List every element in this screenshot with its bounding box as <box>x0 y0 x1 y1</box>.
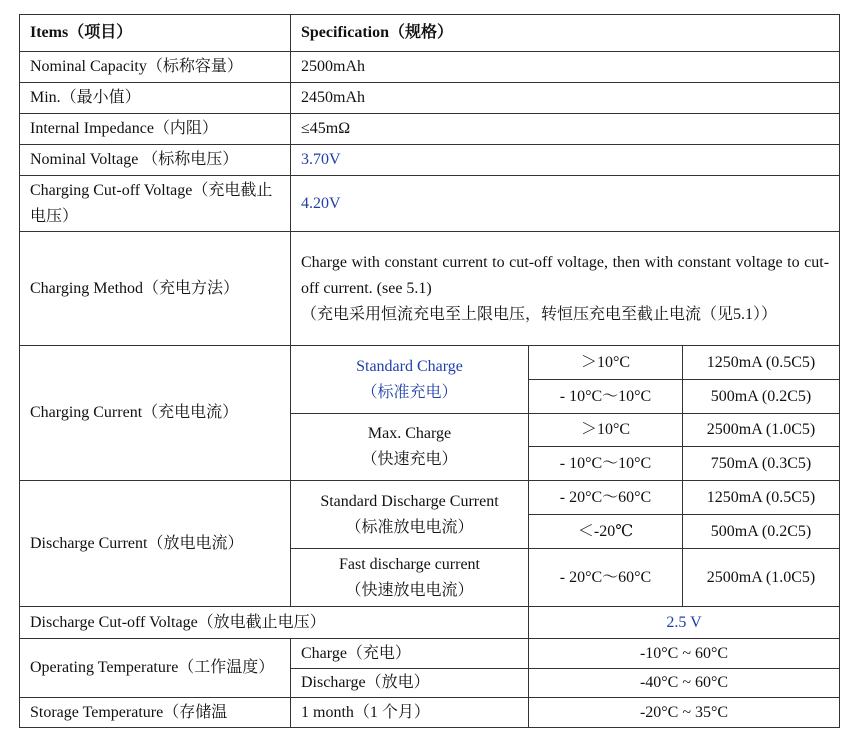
standard-discharge-cell <box>291 481 529 549</box>
condition-cell: - 10°C～10°C <box>529 447 683 481</box>
table-row <box>20 232 840 346</box>
value-cell: 1250mA (0.5C5) <box>683 481 840 515</box>
row-label: Internal Impedance（内阻） <box>20 114 291 145</box>
fast-discharge-name: Fast discharge current <box>339 555 480 573</box>
row-value: 2450mAh <box>291 83 840 114</box>
row-value: 2.5 V <box>529 607 840 639</box>
method-cn: （充电采用恒流充电至上限电压，转恒压充电至截止电流（见5.1）） <box>301 305 778 323</box>
condition-cell: - 20°C～60°C <box>529 481 683 515</box>
fast-discharge-name-cn: （快速放电电流） <box>345 581 474 599</box>
row-value: 4.20V <box>291 176 840 232</box>
row-value: ≤45mΩ <box>291 114 840 145</box>
row-label: Operating Temperature（工作温度） <box>20 639 291 698</box>
max-charge-cell <box>291 414 529 481</box>
table-row <box>20 83 840 114</box>
row-label: Charging Method（充电方法） <box>20 232 291 346</box>
row-value: -10°C ~ 60°C <box>529 639 840 669</box>
table-row <box>20 114 840 145</box>
row-label: Nominal Voltage （标称电压） <box>20 145 291 176</box>
table-row <box>20 145 840 176</box>
standard-discharge-name-cn: （标准放电电流） <box>345 518 474 536</box>
spec-table <box>19 14 840 728</box>
value-cell: 500mA (0.2C5) <box>683 380 840 414</box>
table-row <box>20 698 840 728</box>
row-value: 3.70V <box>291 145 840 176</box>
row-value: -40°C ~ 60°C <box>529 669 840 698</box>
fast-discharge-cell <box>291 549 529 607</box>
max-charge-name-cn: （快速充电） <box>361 451 458 468</box>
row-label: Charging Current（充电电流） <box>20 346 291 481</box>
standard-discharge-name: Standard Discharge Current <box>320 492 499 510</box>
row-label: Discharge Cut-off Voltage（放电截止电压） <box>20 607 529 639</box>
standard-charge-name-cn: （标准充电） <box>361 383 458 401</box>
table-row <box>20 176 840 232</box>
items-header: Items（项目） <box>20 15 291 52</box>
condition-cell: ＞10°C <box>529 346 683 380</box>
row-label: Storage Temperature（存储温 <box>20 698 291 728</box>
row-label: Nominal Capacity（标称容量） <box>20 52 291 83</box>
condition-cell: ＞10°C <box>529 414 683 447</box>
row-value: -20°C ~ 35°C <box>529 698 840 728</box>
standard-charge-cell <box>291 346 529 414</box>
table-row <box>20 52 840 83</box>
condition-cell: - 10°C～10°C <box>529 380 683 414</box>
row-label: Min.（最小值） <box>20 83 291 114</box>
method-en: Charge with constant current to cut-off voltage, then with constant voltage to cut-off current. (see 5.1) <box>301 253 830 297</box>
condition-cell: - 20°C～60°C <box>529 549 683 607</box>
header-row <box>20 15 840 52</box>
table-row <box>20 481 840 515</box>
value-cell: 1250mA (0.5C5) <box>683 346 840 380</box>
value-cell: 500mA (0.2C5) <box>683 515 840 549</box>
row-label: Charging Cut-off Voltage（充电截止电压） <box>20 176 291 232</box>
sub-label: Charge（充电） <box>291 639 529 669</box>
value-cell: 750mA (0.3C5) <box>683 447 840 481</box>
max-charge-name: Max. Charge <box>367 425 452 442</box>
value-cell: 2500mA (1.0C5) <box>683 549 840 607</box>
condition-cell: ＜-20℃ <box>529 515 683 549</box>
table-row <box>20 607 840 639</box>
row-value <box>291 232 840 346</box>
sub-label: Discharge（放电） <box>291 669 529 698</box>
sub-label: 1 month（1 个月） <box>291 698 529 728</box>
value-cell: 2500mA (1.0C5) <box>683 414 840 447</box>
table-row <box>20 346 840 380</box>
table-row <box>20 639 840 669</box>
spec-header: Specification（规格） <box>291 15 840 52</box>
row-label: Discharge Current（放电电流） <box>20 481 291 607</box>
standard-charge-name: Standard Charge <box>356 357 463 375</box>
row-value: 2500mAh <box>291 52 840 83</box>
